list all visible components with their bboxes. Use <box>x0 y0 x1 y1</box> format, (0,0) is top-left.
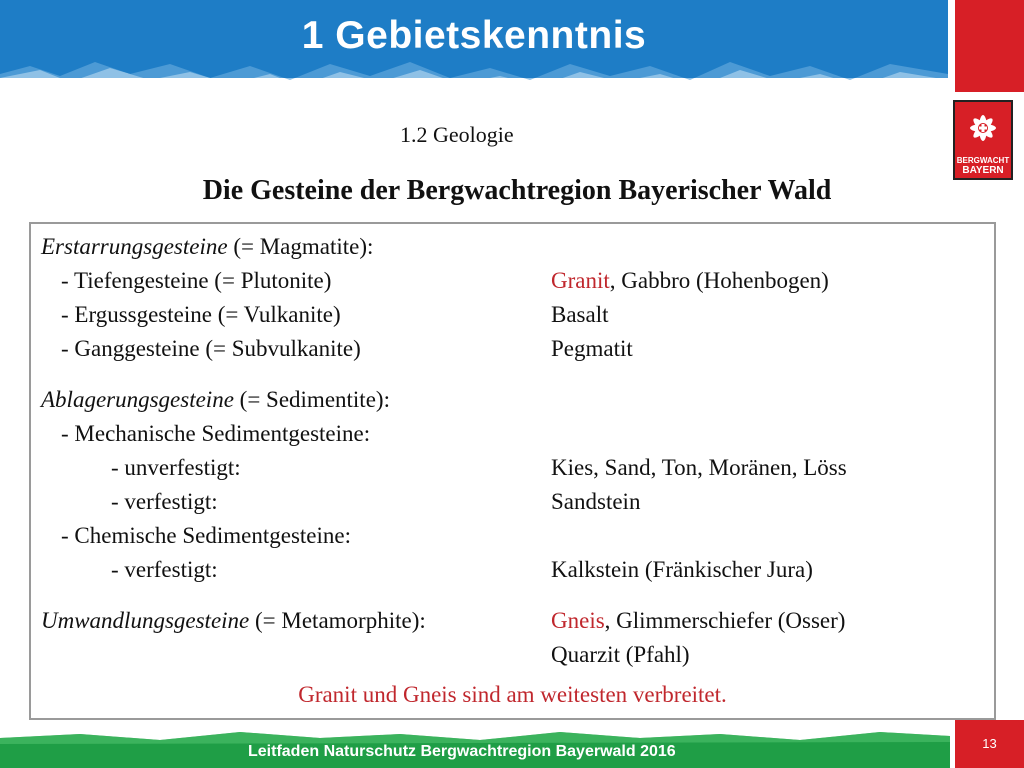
bergwacht-logo <box>953 100 1013 180</box>
row-ergussgesteine: - Ergussgesteine (= Vulkanite) <box>61 302 341 327</box>
section-magmatite-title <box>41 234 373 260</box>
section-label: Umwandlungsgesteine <box>41 608 250 633</box>
logo-line2: BAYERN <box>962 165 1004 176</box>
section-suffix: (= Sedimentite): <box>233 387 390 412</box>
value-rest: , Glimmerschiefer (Osser) <box>604 608 846 633</box>
value-verfestigt: Sandstein <box>551 489 641 514</box>
value-quarzit: Quarzit (Pfahl) <box>551 642 690 667</box>
section-metamorphite-title <box>41 608 426 634</box>
row-tiefengesteine: - Tiefengesteine (= Plutonite) <box>61 268 332 293</box>
header-banner <box>0 0 948 92</box>
value-chem-verfestigt: Kalkstein (Fränkischer Jura) <box>551 557 813 582</box>
page-number: 13 <box>955 720 1024 768</box>
logo-line1: BERGWACHT <box>956 156 1010 165</box>
value-tiefengesteine <box>551 268 829 294</box>
value-unverfestigt: Kies, Sand, Ton, Moränen, Löss <box>551 455 847 480</box>
value-rest: , Gabbro (Hohenbogen) <box>609 268 829 293</box>
row-chem-verfestigt: - verfestigt: <box>111 557 218 582</box>
row-mechanische: - Mechanische Sedimentgesteine: <box>61 421 371 446</box>
row-unverfestigt: - unverfestigt: <box>111 455 241 480</box>
value-ganggesteine: Pegmatit <box>551 336 633 361</box>
value-metamorphite <box>551 608 845 634</box>
edelweiss-icon <box>955 102 1011 154</box>
logo-emblem <box>955 102 1011 154</box>
row-ganggesteine: - Ganggesteine (= Subvulkanite) <box>61 336 361 361</box>
section-label: Ablagerungsgesteine <box>41 387 234 412</box>
slide-title: 1 Gebietskenntnis <box>301 14 647 57</box>
section-sedimentite-title <box>41 387 390 413</box>
section-suffix: (= Metamorphite): <box>249 608 426 633</box>
red-corner-stripe <box>955 0 1024 92</box>
footer-text: Leitfaden Naturschutz Bergwachtregion Bayerwald 2016 <box>248 743 676 760</box>
row-chemische: - Chemische Sedimentgesteine: <box>61 523 351 548</box>
section-suffix: (= Magmatite): <box>227 234 374 259</box>
value-ergussgesteine: Basalt <box>551 302 609 327</box>
highlight-gneis: Gneis <box>551 608 605 633</box>
highlight-granit: Granit <box>551 268 610 293</box>
section-subtitle: 1.2 Geologie <box>400 122 514 147</box>
content-heading: Die Gesteine der Bergwachtregion Bayerischer Wald <box>202 175 832 206</box>
row-verfestigt: - verfestigt: <box>111 489 218 514</box>
summary-note: Granit und Gneis sind am weitesten verbreitet. <box>298 682 727 707</box>
content-box <box>29 222 996 720</box>
section-label: Erstarrungsgesteine <box>41 234 228 259</box>
